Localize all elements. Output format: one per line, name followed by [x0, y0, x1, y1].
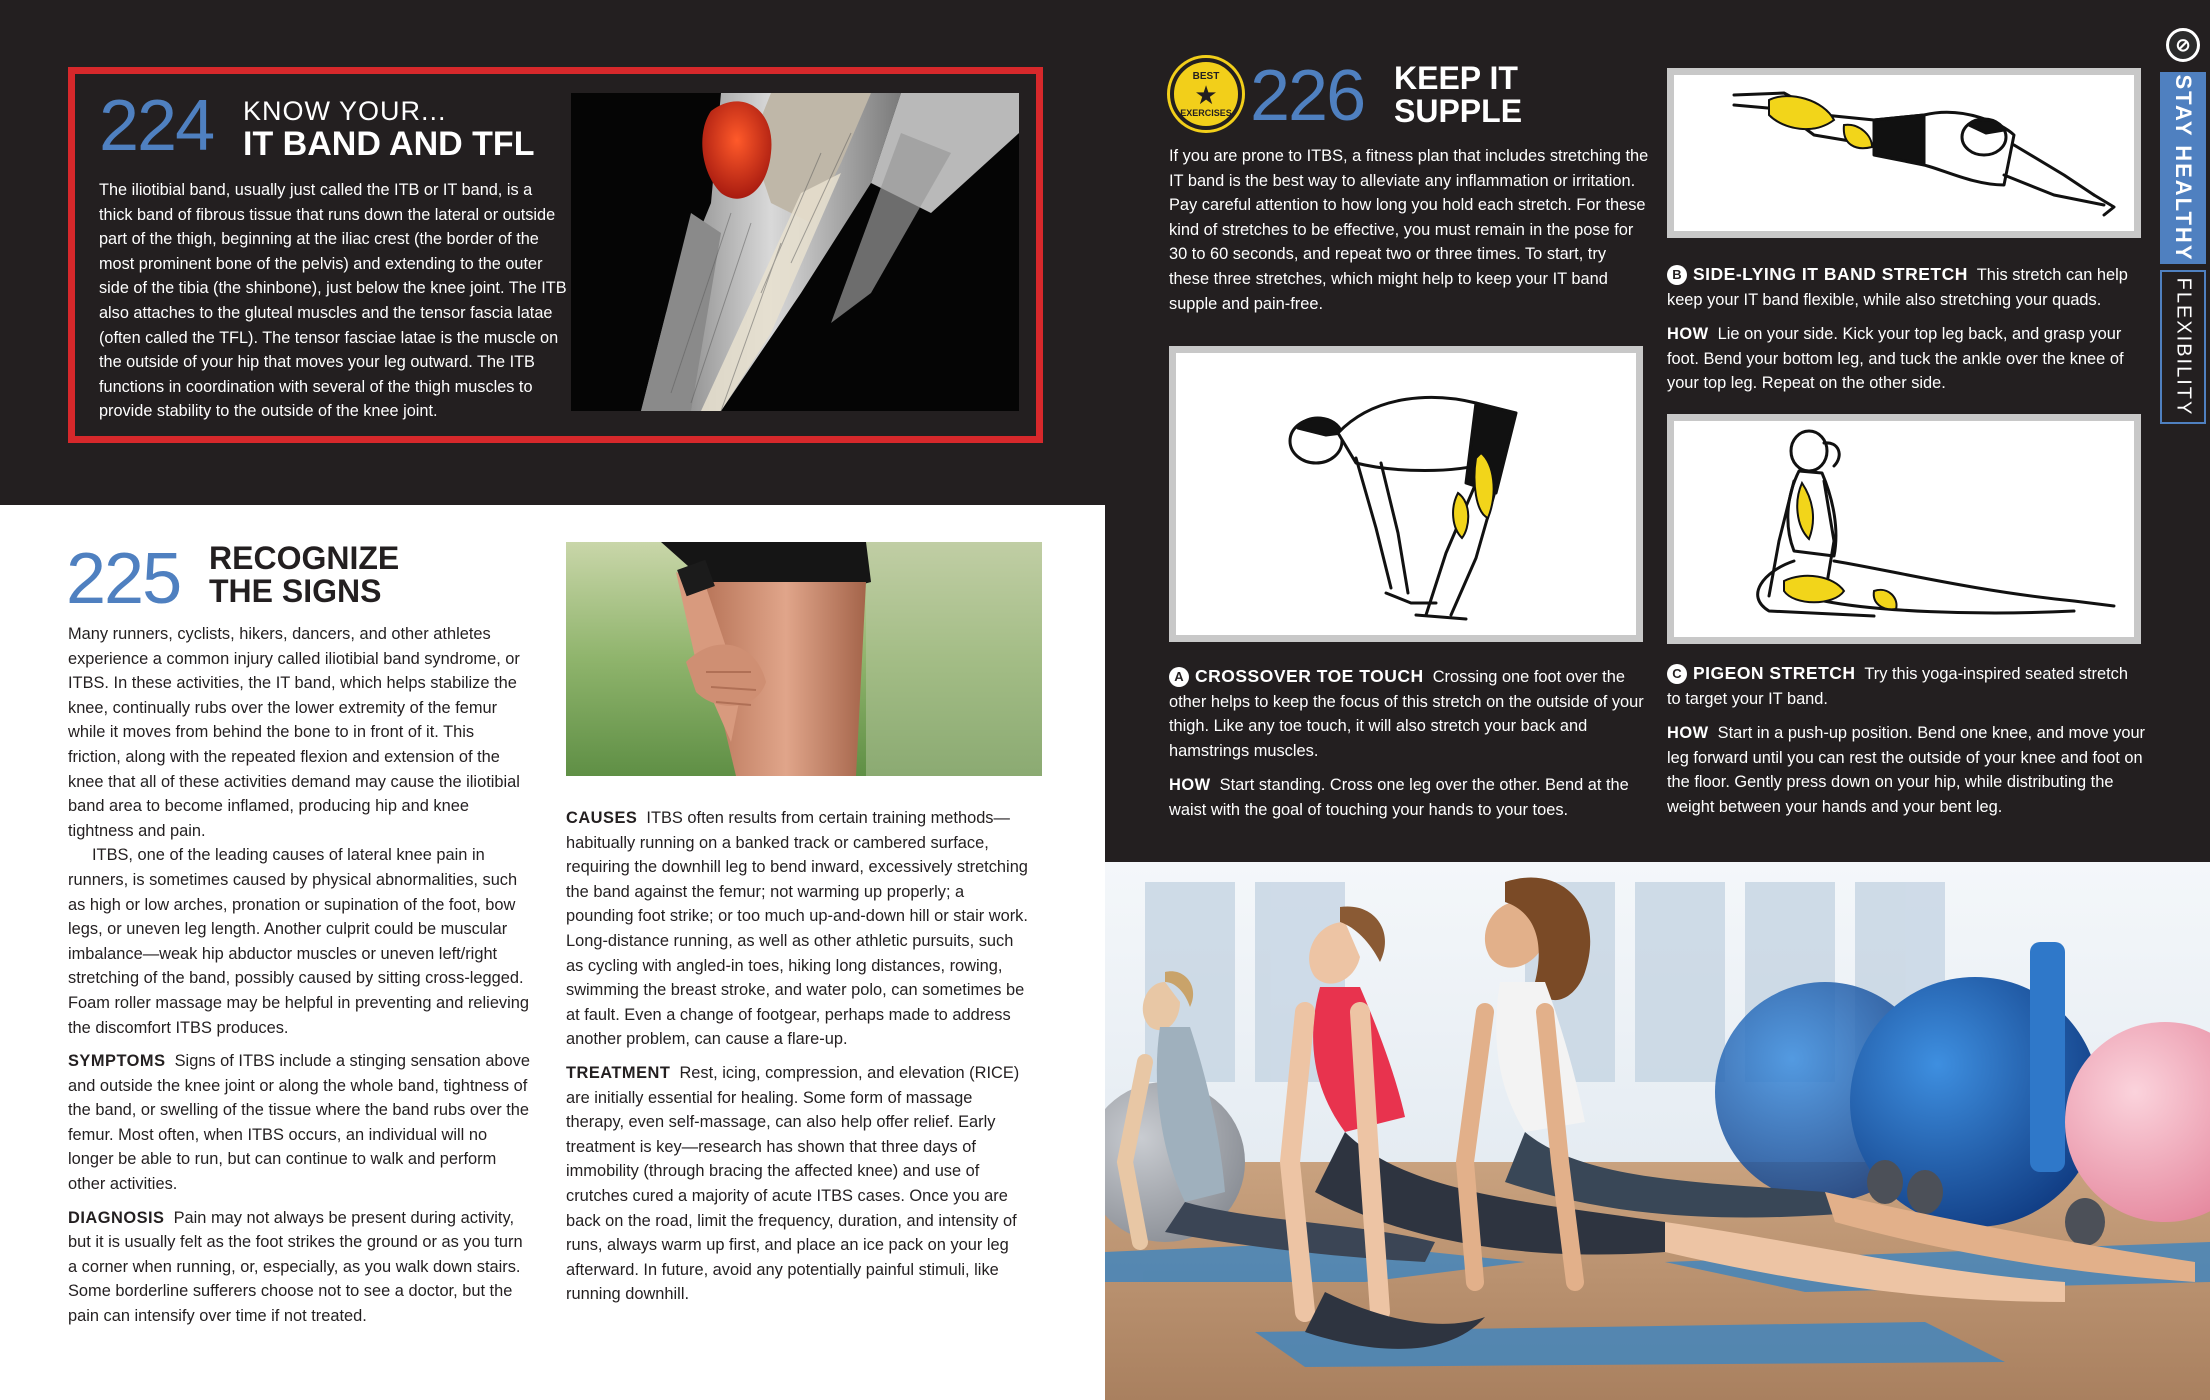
causes-text: ITBS often results from certain training methods—habitually running on a banked track or cambered surface, requiring the downhill leg to bend inward, excessively stretching the band against the femur; not warming up properly; a pounding foot strike; or too much up-and-down hill or stair work. Long-distance running, as well as other athletic pursuits, such as cycling with angled-in toes, hiking long distances, rowing, swimming the breast stroke, and water polo, can sometimes be at fault. Even a change of footgear, perhaps made to address another problem, can cause a flare-up.: [566, 809, 1028, 1049]
stretch-letter-c: C: [1667, 664, 1687, 684]
symptoms-paragraph: [68, 1049, 530, 1197]
diagnosis-label: DIAGNOSIS: [68, 1208, 165, 1227]
section-225-title-line2: THE SIGNS: [209, 573, 382, 609]
knee-pain-photo: [566, 542, 1042, 776]
section-226-body: If you are prone to ITBS, a fitness plan that includes stretching the IT band is the best way to alleviate any inflammation or irritation. Pay careful attention to how long you hold each stretch. For these kind of stretches to be effective, you must remain in the pose for 30 to 60 seconds, and repeat two or three times. To start, try these three stretches, which might help to keep your IT band supple and pain-free.: [1169, 147, 1649, 313]
diagnosis-paragraph: [68, 1206, 530, 1329]
pigeon-how-label: HOW: [1667, 724, 1709, 743]
pigeon-intro: Try this yoga-inspired seated stretch to target your IT band.: [1667, 665, 2128, 708]
treatment-text: Rest, icing, compression, and elevation (RICE) are initially essential for healing. Some form of massage therapy, even self-massage, can also help offer relief. Early treatment is key—research has shown that three days of immobility (through bracing the affected knee) and use of crutches cured a majority of acute ITBS cases. Once you are back on the road, limit the frequency, duration, and intensity of runs, always warm up first, and place an ice pack on your leg afterward. In future, avoid any potentially painful stimuli, like running downhill.: [566, 1063, 1020, 1304]
section-225-column-right: [566, 806, 1028, 1316]
chapter-tab-sub-label: FLEXIBILITY: [2172, 277, 2195, 417]
section-225-title: [209, 542, 399, 608]
star-icon: ★: [1194, 80, 1218, 110]
side-lying-stretch-caption: [1667, 262, 2145, 406]
crossover-intro-paragraph: [1169, 664, 1647, 763]
chapter-tab-main-label: STAY HEALTHY: [2171, 74, 2196, 262]
section-number-224: 224: [99, 86, 214, 166]
crossover-intro: Crossing one foot over the other helps to keep the focus of this stretch on the outside of your thigh. Like any toe touch, it will also stretch your back and hamstrings muscles.: [1169, 668, 1644, 760]
badge-bottom-text: EXERCISES: [1180, 108, 1232, 118]
pigeon-intro-paragraph: [1667, 661, 2145, 711]
crossover-toe-touch-caption: [1169, 664, 1647, 833]
symptoms-text: Signs of ITBS include a stinging sensation above and outside the knee joint or along the whole band, tightness of the band, or swelling of the tissue where the band rubs over the femur. Most often, when ITBS occurs, an individual will no longer be able to run, but can continue to walk and perform other activities.: [68, 1052, 530, 1194]
side-lying-stretch-figure: [1674, 75, 2134, 231]
thigh-anatomy-illustration: [571, 93, 1019, 411]
section-224-title: IT BAND AND TFL: [243, 125, 535, 163]
section-225-title-line1: RECOGNIZE: [209, 540, 400, 576]
pigeon-stretch-caption: [1667, 661, 2145, 830]
pigeon-title: PIGEON STRETCH: [1693, 663, 1856, 683]
pigeon-stretch-illustration: [1667, 414, 2141, 644]
pigeon-how-paragraph: [1667, 721, 2145, 819]
side-lying-intro: This stretch can help keep your IT band flexible, while also stretching your quads.: [1667, 266, 2128, 309]
stay-healthy-icon: ⊘: [2166, 28, 2200, 62]
section-225-intro: Many runners, cyclists, hikers, dancers, and other athletes experience a common injury called iliotibial band syndrome, or ITBS. In these activities, the IT band, which helps stabilize the knee, continually rubs over the lower extremity of the femur while it moves from behind the bone to in front of it. This friction, along with the repeated flexion and extension of the knee that all of these activities demand may cause the iliotibial band area to become inflamed, producing hip and knee tightness and pain.: [68, 625, 520, 840]
stretch-letter-a: A: [1169, 667, 1189, 687]
badge-top-text: BEST: [1192, 71, 1220, 82]
section-226-title: [1394, 62, 1522, 128]
section-number-225: 225: [66, 539, 181, 619]
side-lying-it-band-stretch-illustration: [1667, 68, 2141, 238]
causes-paragraph: [566, 806, 1028, 1052]
chapter-tab-main: [2160, 72, 2206, 264]
crossover-toe-touch-illustration: [1169, 346, 1643, 642]
section-226-title-line1: KEEP IT: [1394, 60, 1518, 96]
side-lying-how-paragraph: [1667, 322, 2145, 396]
section-225-intro-continued: ITBS, one of the leading causes of lateral knee pain in runners, is sometimes caused by physical abnormalities, such as high or low arches, pronation or supination of the foot, bow legs, or uneven leg length. Another culprit could be muscular imbalance—weak hip abductor muscles or uneven left/right stretching of the band, possibly caused by sitting cross-legged. Foam roller massage may be helpful in preventing and relieving the discomfort ITBS produces.: [68, 846, 530, 1037]
crossover-how-label: HOW: [1169, 776, 1211, 795]
side-lying-how: Lie on your side. Kick your top leg back, and grasp your foot. Bend your bottom leg, and tuck the ankle over the knee of your top leg. Repeat on the other side.: [1667, 325, 2124, 393]
crossover-how: Start standing. Cross one leg over the other. Bend at the waist with the goal of touching your hands to your toes.: [1169, 776, 1629, 819]
yoga-class-illustration: [1105, 862, 2210, 1400]
best-exercises-badge: [1170, 58, 1242, 130]
pigeon-how: Start in a push-up position. Bend one knee, and move your leg forward until you can rest the outside of your knee and foot on the floor. Gently press down on your hip, while distributing the weight between your hands and your bent leg.: [1667, 724, 2146, 816]
causes-label: CAUSES: [566, 809, 638, 827]
section-224-body: The iliotibial band, usually just called the ITB or IT band, is a thick band of fibrous tissue that runs down the lateral or outside part of the thigh, beginning at the iliac crest (the border of the most prominent bone of the pelvis) and extending to the outer side of the tibia (the shinbone), just below the knee joint. The ITB also attaches to the gluteal muscles and the tensor fascia latae (often called the TFL). The tensor fasciae latae is the muscle on the outside of your hip that moves your leg outward. The ITB functions in coordination with several of the thigh muscles to provide stability to the outside of the knee joint.: [99, 181, 567, 421]
side-lying-how-label: HOW: [1667, 325, 1709, 344]
crossover-toe-touch-figure: [1176, 353, 1636, 635]
treatment-paragraph: [566, 1061, 1028, 1307]
section-224-box: [68, 67, 1043, 443]
side-lying-intro-paragraph: [1667, 262, 2145, 312]
knee-pain-illustration: [566, 542, 1042, 776]
section-226-title-line2: SUPPLE: [1394, 93, 1523, 129]
crossover-title: CROSSOVER TOE TOUCH: [1195, 666, 1424, 686]
stretch-letter-b: B: [1667, 265, 1687, 285]
yoga-class-photo: [1105, 862, 2210, 1400]
section-number-226: 226: [1250, 56, 1365, 136]
treatment-label: TREATMENT: [566, 1063, 671, 1082]
thigh-anatomy-image: [571, 93, 1019, 411]
side-lying-title: SIDE-LYING IT BAND STRETCH: [1693, 264, 1968, 284]
section-225-column-left: [68, 622, 530, 1338]
section-224-kicker: KNOW YOUR...: [243, 96, 447, 126]
crossover-how-paragraph: [1169, 773, 1647, 822]
symptoms-label: SYMPTOMS: [68, 1052, 166, 1071]
diagnosis-text: Pain may not always be present during activity, but it is usually felt as the foot strikes the ground or as you turn a corner when running, or, especially, as you walk down stairs. Some borderline sufferers choose not to see a doctor, but the pain can intensify over time if not treated.: [68, 1208, 523, 1326]
pigeon-stretch-figure: [1674, 421, 2134, 637]
chapter-tab-sub: [2160, 270, 2206, 424]
